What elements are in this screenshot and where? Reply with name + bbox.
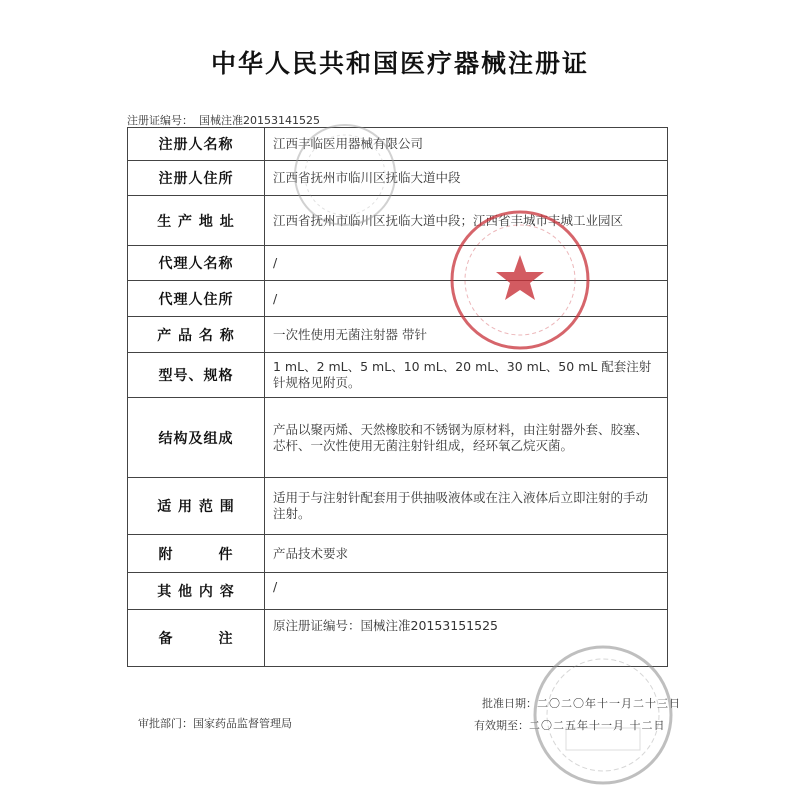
row-value: 产品以聚丙烯、天然橡胶和不锈钢为原材料，由注射器外套、胶塞、芯杆、一次性使用无菌注射针组成，经环氧乙烷灭菌。 xyxy=(265,398,668,478)
row-value: 江西省抚州市临川区抚临大道中段；江西省丰城市丰城工业园区 xyxy=(265,196,668,246)
row-label: 其 他 内 容 xyxy=(128,573,265,610)
row-value: 江西丰临医用器械有限公司 xyxy=(265,128,668,161)
faint-seal-stamp-top xyxy=(290,120,400,230)
official-seal-stamp xyxy=(528,640,678,790)
row-value: / xyxy=(265,246,668,281)
row-label: 代理人名称 xyxy=(128,246,265,281)
row-label: 附 件 xyxy=(128,535,265,573)
approval-department-label: 审批部门： xyxy=(138,717,193,730)
row-label: 生 产 地 址 xyxy=(128,196,265,246)
table-row xyxy=(128,353,668,398)
row-label: 备 注 xyxy=(128,610,265,667)
registration-number-label: 注册证编号： xyxy=(127,114,193,127)
row-label: 注册人名称 xyxy=(128,128,265,161)
row-value: 一次性使用无菌注射器 带针 xyxy=(265,317,668,353)
company-seal-stamp xyxy=(445,205,595,355)
approval-department-value: 国家药品监督管理局 xyxy=(193,717,292,730)
row-value: 原注册证编号：国械注准20153151525 xyxy=(265,610,668,667)
row-value: / xyxy=(265,573,668,610)
row-value: 1 mL、2 mL、5 mL、10 mL、20 mL、30 mL、50 mL 配套注射针规格见附页。 xyxy=(265,353,668,398)
table-row xyxy=(128,573,668,610)
valid-until-label: 有效期至： xyxy=(474,719,529,732)
registration-number-value: 国械注准20153141525 xyxy=(199,114,320,127)
approval-department xyxy=(138,715,292,731)
approval-date-value: 二〇二〇年十一月二十三日 xyxy=(537,697,681,710)
row-label: 注册人住所 xyxy=(128,161,265,196)
row-label: 结构及组成 xyxy=(128,398,265,478)
row-value: / xyxy=(265,281,668,317)
table-row xyxy=(128,398,668,478)
table-row xyxy=(128,478,668,535)
row-label: 适 用 范 围 xyxy=(128,478,265,535)
row-label: 代理人住所 xyxy=(128,281,265,317)
row-value: 产品技术要求 xyxy=(265,535,668,573)
row-value: 江西省抚州市临川区抚临大道中段 xyxy=(265,161,668,196)
table-row xyxy=(128,535,668,573)
row-label: 型号、规格 xyxy=(128,353,265,398)
row-label: 产 品 名 称 xyxy=(128,317,265,353)
row-value: 适用于与注射针配套用于供抽吸液体或在注入液体后立即注射的手动注射。 xyxy=(265,478,668,535)
page-title: 中华人民共和国医疗器械注册证 xyxy=(210,49,589,78)
valid-until-value: 二〇二五年十一月 十二日 xyxy=(529,719,666,732)
approval-date-label: 批准日期： xyxy=(482,697,537,710)
